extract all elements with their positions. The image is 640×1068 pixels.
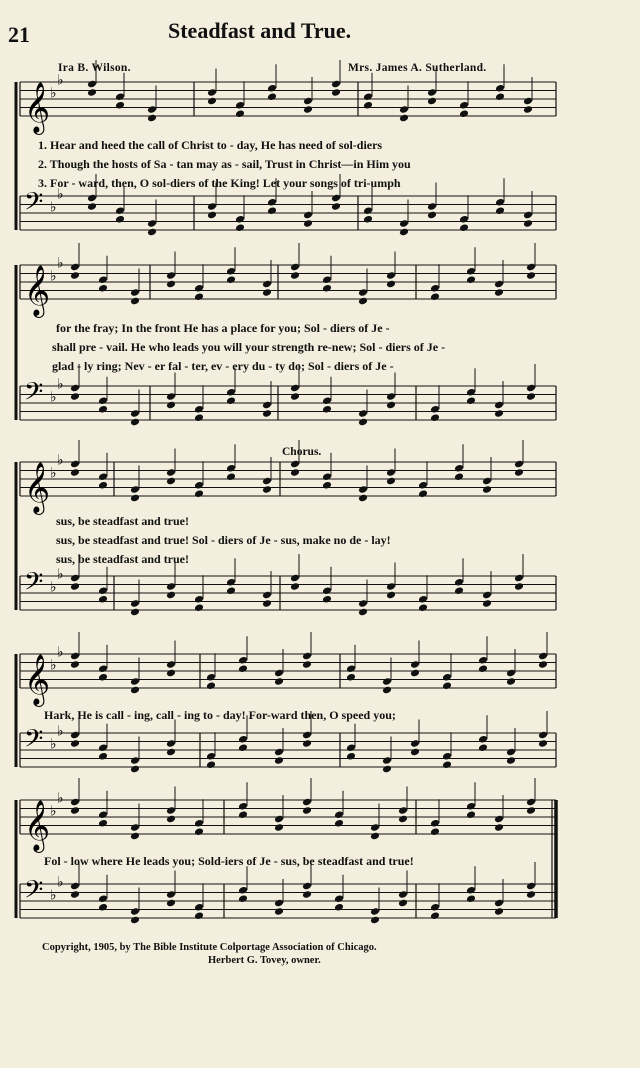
note-head <box>322 481 332 490</box>
flat-icon: ♭ <box>57 72 64 89</box>
flat-icon: ♭ <box>57 566 64 583</box>
note-head <box>87 202 97 211</box>
note-head <box>398 899 408 908</box>
flat-icon: ♭ <box>50 579 57 596</box>
flat-icon: ♭ <box>57 452 64 469</box>
note-head <box>98 405 108 414</box>
note-head <box>115 215 125 224</box>
note-head <box>274 907 284 916</box>
treble-clef-icon: 𝄞 <box>24 800 51 851</box>
note-head <box>290 392 300 401</box>
flat-icon: ♭ <box>57 723 64 740</box>
note-head <box>290 468 300 477</box>
lyric-line: shall pre - vail. He who leads you will your strength re-new; Sol - diers of Je - <box>52 340 446 354</box>
note-head <box>331 202 341 211</box>
treble-clef-icon: 𝄞 <box>24 654 51 705</box>
note-head <box>506 756 516 765</box>
note-head <box>206 681 216 690</box>
note-head <box>495 92 505 101</box>
note-head <box>430 827 440 836</box>
note-head <box>130 297 140 306</box>
note-head <box>98 284 108 293</box>
note-head <box>130 765 140 774</box>
note-head <box>418 603 428 612</box>
note-head <box>454 586 464 595</box>
note-head <box>346 752 356 761</box>
bass-clef-icon: 𝄢 <box>24 187 44 223</box>
note-head <box>207 97 217 106</box>
note-head <box>274 823 284 832</box>
flat-icon: ♭ <box>50 465 57 482</box>
note-head <box>410 669 420 678</box>
flat-icon: ♭ <box>57 644 64 661</box>
note-head <box>98 752 108 761</box>
note-head <box>147 114 157 123</box>
note-head <box>427 211 437 220</box>
note-head <box>399 228 409 237</box>
note-head <box>87 88 97 97</box>
note-head <box>70 660 80 669</box>
note-head <box>386 591 396 600</box>
flat-icon: ♭ <box>57 255 64 272</box>
note-head <box>166 748 176 757</box>
note-head <box>303 105 313 114</box>
note-head <box>494 409 504 418</box>
note-head <box>70 392 80 401</box>
flat-icon: ♭ <box>50 389 57 406</box>
note-head <box>399 114 409 123</box>
note-head <box>235 223 245 232</box>
bass-clef-icon: 𝄢 <box>24 875 44 911</box>
note-head <box>70 739 80 748</box>
bass-clef-icon: 𝄢 <box>24 567 44 603</box>
note-head <box>194 292 204 301</box>
note-head <box>302 739 312 748</box>
note-head <box>262 409 272 418</box>
note-head <box>238 810 248 819</box>
bass-clef-icon: 𝄢 <box>24 724 44 760</box>
lyric-line: Hark, He is call - ing, call - ing to - day! For-ward then, O speed you; <box>44 708 396 722</box>
note-head <box>194 413 204 422</box>
copyright-owner: Herbert G. Tovey, owner. <box>208 955 321 966</box>
note-head <box>430 413 440 422</box>
note-head <box>226 396 236 405</box>
note-head <box>346 673 356 682</box>
flat-icon: ♭ <box>57 790 64 807</box>
note-head <box>466 810 476 819</box>
note-head <box>363 101 373 110</box>
note-head <box>262 485 272 494</box>
lyric-line: sus, be steadfast and true! Sol - diers of Je - sus, make no de - lay! <box>56 533 391 547</box>
note-head <box>130 494 140 503</box>
note-head <box>166 280 176 289</box>
note-head <box>322 284 332 293</box>
note-head <box>194 827 204 836</box>
flat-icon: ♭ <box>50 657 57 674</box>
composer-credit: Mrs. James A. Sutherland. <box>348 62 487 74</box>
note-head <box>466 894 476 903</box>
note-head <box>207 211 217 220</box>
note-head <box>115 101 125 110</box>
note-head <box>130 916 140 925</box>
bass-clef-icon: 𝄢 <box>24 377 44 413</box>
note-head <box>166 477 176 486</box>
flat-icon: ♭ <box>50 85 57 102</box>
note-head <box>274 756 284 765</box>
note-head <box>466 275 476 284</box>
note-head <box>130 686 140 695</box>
note-head <box>226 586 236 595</box>
note-head <box>482 599 492 608</box>
note-head <box>358 608 368 617</box>
note-head <box>166 815 176 824</box>
note-head <box>538 660 548 669</box>
note-head <box>430 911 440 920</box>
note-head <box>302 660 312 669</box>
note-head <box>166 401 176 410</box>
note-head <box>290 582 300 591</box>
note-head <box>267 206 277 215</box>
note-head <box>526 392 536 401</box>
note-head <box>226 275 236 284</box>
flat-icon: ♭ <box>50 803 57 820</box>
note-head <box>506 677 516 686</box>
note-head <box>98 481 108 490</box>
note-head <box>334 903 344 912</box>
note-head <box>166 899 176 908</box>
note-head <box>514 582 524 591</box>
note-head <box>166 591 176 600</box>
note-head <box>70 468 80 477</box>
flat-icon: ♭ <box>50 268 57 285</box>
note-head <box>358 418 368 427</box>
note-head <box>70 806 80 815</box>
flat-icon: ♭ <box>57 376 64 393</box>
note-head <box>494 907 504 916</box>
lyric-line: 3. For - ward, then, O sol-diers of the King! Let your songs of tri-umph <box>38 176 401 190</box>
note-head <box>226 472 236 481</box>
note-head <box>442 681 452 690</box>
treble-clef-icon: 𝄞 <box>24 265 51 316</box>
note-head <box>358 297 368 306</box>
note-head <box>523 105 533 114</box>
note-head <box>194 911 204 920</box>
lyricist-credit: Ira B. Wilson. <box>58 62 131 74</box>
note-head <box>147 228 157 237</box>
note-head <box>322 595 332 604</box>
note-head <box>526 271 536 280</box>
flat-icon: ♭ <box>50 887 57 904</box>
note-head <box>303 219 313 228</box>
note-head <box>430 292 440 301</box>
note-head <box>514 468 524 477</box>
treble-clef-icon: 𝄞 <box>24 462 51 513</box>
note-head <box>238 894 248 903</box>
note-head <box>459 223 469 232</box>
note-head <box>370 916 380 925</box>
note-head <box>130 418 140 427</box>
note-head <box>130 832 140 841</box>
note-head <box>494 288 504 297</box>
note-head <box>363 215 373 224</box>
note-head <box>442 760 452 769</box>
note-head <box>70 890 80 899</box>
note-head <box>418 489 428 498</box>
note-head <box>482 485 492 494</box>
note-head <box>98 903 108 912</box>
flat-icon: ♭ <box>57 874 64 891</box>
note-head <box>454 472 464 481</box>
note-head <box>478 664 488 673</box>
note-head <box>495 206 505 215</box>
lyric-line: Fol - low where He leads you; Sold-iers of Je - sus, be steadfast and true! <box>44 854 414 868</box>
note-head <box>238 664 248 673</box>
note-head <box>238 743 248 752</box>
note-head <box>410 748 420 757</box>
lyric-line: glad - ly ring; Nev - er fal - ter, ev - ery du - ty do; Sol - diers of Je - <box>52 359 394 373</box>
note-head <box>370 832 380 841</box>
note-head <box>398 815 408 824</box>
note-head <box>206 760 216 769</box>
note-head <box>194 489 204 498</box>
note-head <box>526 806 536 815</box>
hymn-title: Steadfast and True. <box>168 18 352 43</box>
note-head <box>331 88 341 97</box>
note-head <box>466 396 476 405</box>
note-head <box>274 677 284 686</box>
note-head <box>459 109 469 118</box>
note-head <box>382 686 392 695</box>
flat-icon: ♭ <box>57 186 64 203</box>
note-head <box>302 890 312 899</box>
note-head <box>70 582 80 591</box>
flat-icon: ♭ <box>50 736 57 753</box>
note-head <box>166 669 176 678</box>
flat-icon: ♭ <box>50 199 57 216</box>
note-head <box>386 401 396 410</box>
note-head <box>262 288 272 297</box>
note-head <box>290 271 300 280</box>
note-head <box>386 280 396 289</box>
note-head <box>382 765 392 774</box>
note-head <box>523 219 533 228</box>
note-head <box>358 494 368 503</box>
chorus-label: Chorus. <box>282 446 322 458</box>
note-head <box>427 97 437 106</box>
note-head <box>267 92 277 101</box>
lyric-line: 1. Hear and heed the call of Christ to - day, He has need of sol-diers <box>38 138 383 152</box>
copyright-notice: Copyright, 1905, by The Bible Institute Colportage Association of Chicago. <box>42 942 377 953</box>
note-head <box>98 673 108 682</box>
lyric-line: sus, be steadfast and true! <box>56 514 190 528</box>
note-head <box>98 819 108 828</box>
treble-clef-icon: 𝄞 <box>24 82 51 133</box>
note-head <box>70 271 80 280</box>
hymn-number: 21 <box>8 22 30 47</box>
lyric-line: for the fray; In the front He has a place for you; Sol - diers of Je - <box>56 321 390 335</box>
note-head <box>262 599 272 608</box>
lyric-line: 2. Though the hosts of Sa - tan may as - sail, Trust in Christ—in Him you <box>38 157 411 171</box>
note-head <box>322 405 332 414</box>
note-head <box>98 595 108 604</box>
note-head <box>334 819 344 828</box>
note-head <box>235 109 245 118</box>
note-head <box>386 477 396 486</box>
note-head <box>494 823 504 832</box>
note-head <box>478 743 488 752</box>
note-head <box>302 806 312 815</box>
note-head <box>194 603 204 612</box>
note-head <box>538 739 548 748</box>
note-head <box>130 608 140 617</box>
note-head <box>526 890 536 899</box>
lyric-line: sus, be steadfast and true! <box>56 552 190 566</box>
